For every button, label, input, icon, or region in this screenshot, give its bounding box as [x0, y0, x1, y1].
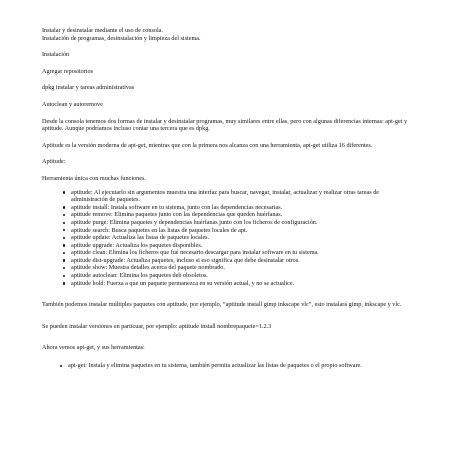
paragraph-versions: Se pueden instalar versiones en particuar, por ejemplo: aptitude install nombrepaquete=1.2.3	[42, 322, 272, 330]
bullet-icon	[60, 365, 62, 367]
bullet-icon	[63, 244, 65, 246]
bullet-icon	[63, 252, 65, 254]
list-item-text: aptitude install: Instala software en tu sistema, junto con las dependencias necesarias.	[71, 203, 283, 211]
document-page	[42, 27, 414, 370]
list-item-text: aptitude autoclean: Elimina los paquetes deb obsoletos.	[71, 272, 208, 280]
list-item-text: aptitude show: Muestra detalles acerca del paquete nombrado.	[71, 264, 225, 272]
list-item	[68, 362, 414, 370]
header-line-2: Instalación de programas, desinstalación y limpieza del sistema.	[42, 34, 201, 42]
list-item-text: aptitude upgrade: Actualiza los paquetes disponibles.	[71, 241, 203, 249]
bullet-icon	[63, 222, 65, 224]
header-line-1: Instalar y desinstalar mediante el uso de consola.	[42, 27, 163, 34]
bullet-icon	[63, 267, 65, 269]
label-tool: Herramienta única con muchas funciones.	[42, 174, 146, 182]
list-item-text: apt-get: Instala y elimina paquetes en tu sistema, también permita actualizar las listas de paquetes o el propio software.	[68, 362, 362, 370]
list-item	[71, 264, 414, 272]
list-item-text: aptitude hold: Fuerza a que un paquete permanezca en su versión actual, y no se actualice.	[71, 279, 295, 287]
list-item-text: aptitude clean: Elimina los ficheros que fué necesario descargar para instalar software en tu sistema.	[71, 249, 319, 257]
bullet-icon	[63, 191, 65, 193]
bullet-icon	[63, 275, 65, 277]
list-item	[71, 249, 414, 257]
section-dpkg: dpkg instalar y tareas administrativas	[42, 84, 135, 92]
bullet-icon	[63, 259, 65, 261]
label-aptitude: Aptitude:	[42, 158, 66, 166]
list-item-text: aptitude search: Busca paquetes en las listas de paquetes locales de apt.	[71, 226, 248, 234]
bullet-icon	[63, 214, 65, 216]
list-item	[71, 272, 414, 280]
paragraph-two-ways: Desde la consola tenemos dos formas de instalar y desinstalar programas, muy similares entre ellas, pero con algunas diferencias internas: apt-get y aptitude. Aunque podríamos incluso contar una tercera que es dpkg.	[42, 117, 408, 133]
list-item-text: aptitude dist-upgrade: Actualiza paquetes, incluso si eso significa que debe desinstalar otros.	[71, 256, 300, 264]
list-item	[71, 211, 414, 219]
list-item-text: aptitude: Al ejecutarlo sin argumentos muestra una interfaz para buscar, navegar, instalar, actualizar y realizar otras tareas de administración de paquetes.	[71, 188, 380, 204]
section-autoclean: Autoclean y autoremove	[42, 100, 103, 108]
bullet-icon	[63, 237, 65, 239]
list-item	[71, 227, 414, 235]
list-item-text: aptitude remove: Elimina paquetes junto con las dependencias que queden huérfanas.	[71, 211, 283, 219]
paragraph-multiple-packages: También podemos instalar múltiples paquetes con aptitude, por ejemplo, “aptitude install gimp inkscape vlc”, esto instalará gimp, inkscape y vlc.	[42, 301, 402, 309]
bullet-icon	[63, 229, 65, 231]
bullet-icon	[63, 282, 65, 284]
list-item	[71, 242, 414, 250]
list-item	[71, 189, 414, 204]
aptitude-command-list	[42, 189, 414, 288]
bullet-icon	[63, 206, 65, 208]
list-item	[71, 257, 414, 265]
list-item	[71, 204, 414, 212]
list-item-text: aptitude purge: Elimina paquetes y dependencias huérfanas junto con los ficheros de configuración.	[71, 218, 318, 226]
list-item-text: aptitude update: Actualiza las listas de paquetes locales.	[71, 234, 210, 242]
apt-get-command-list	[42, 362, 414, 370]
section-instalacion: Instalación	[42, 51, 70, 59]
section-repositorios: Agregar repositorios	[42, 67, 94, 75]
list-item	[71, 219, 414, 227]
list-item	[71, 280, 414, 288]
list-item	[71, 234, 414, 242]
paragraph-apt-get: Ahora vemos apt-get, y sus herramientas:	[42, 344, 145, 352]
paragraph-aptitude-version: Aptitude es la versión moderna de apt-get, mientras que con la primera nos alcanza con una herramienta, apt-get utiliza 16 diferentes.	[42, 141, 373, 149]
